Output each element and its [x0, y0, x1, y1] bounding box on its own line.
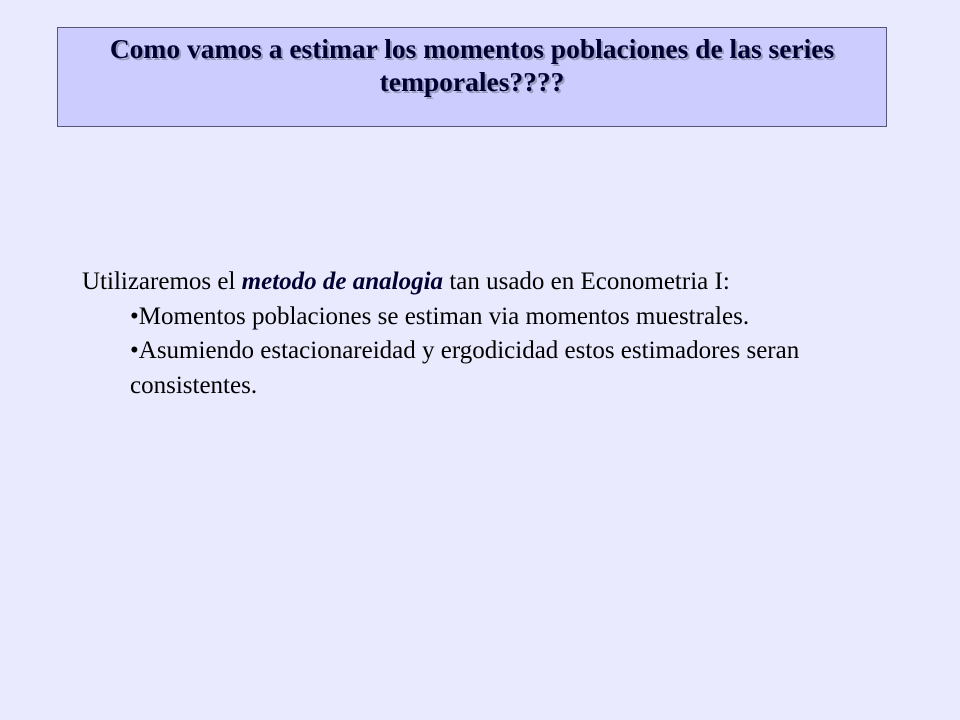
slide-body — [82, 265, 842, 403]
intro-emphasis: metodo de analogia — [241, 268, 444, 295]
bullet-text: Asumiendo estacionareidad y ergodicidad estos estimadores seran consistentes. — [130, 337, 800, 399]
slide-title: Como vamos a estimar los momentos poblaciones de las series temporales???? — [109, 33, 835, 97]
bullet-item — [130, 334, 842, 403]
intro-text-before: Utilizaremos el — [82, 268, 242, 295]
intro-text-after: tan usado en Econometria I: — [443, 268, 730, 295]
bullet-list — [82, 300, 842, 404]
bullet-marker: • — [130, 337, 139, 364]
bullet-item — [130, 300, 842, 335]
title-box — [57, 27, 887, 127]
intro-paragraph — [82, 265, 842, 300]
bullet-text: Momentos poblaciones se estiman via momentos muestrales. — [138, 302, 750, 330]
bullet-marker: • — [130, 302, 139, 330]
